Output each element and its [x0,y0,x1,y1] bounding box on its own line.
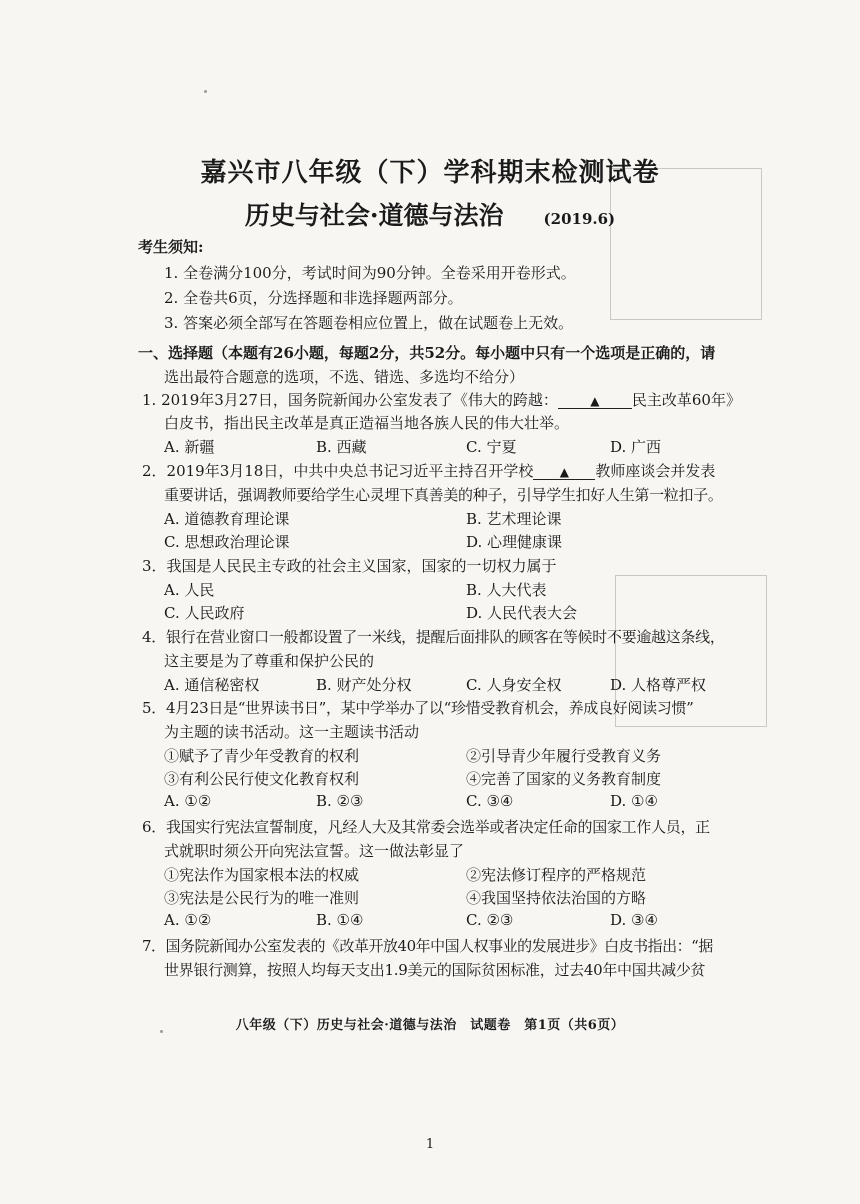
notice-item: 1. 全卷满分100分，考试时间为90分钟。全卷采用开卷形式。 [164,264,576,282]
q6-option-a: A. ①② [164,911,212,929]
triangle-icon: ▲ [590,394,600,408]
question-2-text: 2．2019年3月18日，中共中央总书记习近平主持召开学校 [142,462,534,480]
q4-option-b: B. 财产处分权 [316,676,412,694]
q6-option-b: B. ①④ [316,911,364,929]
question-1 [142,389,741,410]
q5-statement-3: ③有利公民行使文化教育权利 [164,770,360,788]
bleed-through-box [610,168,762,320]
q2-option-a: A. 道德教育理论课 [164,510,290,528]
q5-statement-1: ①赋予了青少年受教育的权利 [164,747,360,765]
q2-option-c: C. 思想政治理论课 [164,533,290,551]
question-5: 5．4月23日是“世界读书日”，某中学举办了以“珍惜受教育机会，养成良好阅读习惯” [142,699,694,717]
triangle-icon: ▲ [559,465,569,479]
q3-option-a: A. 人民 [164,581,215,599]
q1-option-a: A. 新疆 [164,438,215,456]
question-7: 7．国务院新闻办公室发表的《改革开放40年中国人权事业的发展进步》白皮书指出：“据 [142,937,713,955]
q5-option-b: B. ②③ [316,792,364,810]
q6-option-d: D. ③④ [610,911,658,929]
page-number: 1 [425,1137,435,1152]
scan-speck [204,90,207,93]
q5-option-c: C. ③④ [466,792,514,810]
q6-statement-4: ④我国坚持依法治国的方略 [466,889,647,907]
question-3: 3．我国是人民民主专政的社会主义国家，国家的一切权力属于 [142,557,557,575]
notice-item: 3. 答案必须全部写在答题卷相应位置上，做在试题卷上无效。 [164,314,574,332]
question-1-text: 1. 2019年3月27日，国务院新闻办公室发表了《伟大的跨越： [142,391,558,409]
q6-statement-1: ①宪法作为国家根本法的权威 [164,866,360,884]
q6-statement-3: ③宪法是公民行为的唯一准则 [164,889,360,907]
q3-option-b: B. 人大代表 [466,581,547,599]
answer-blank [533,465,595,480]
question-5-cont: 为主题的读书活动。这一主题读书活动 [164,723,420,741]
q5-option-a: A. ①② [164,792,212,810]
question-2-text-end: 教师座谈会并发表 [595,462,716,480]
question-4: 4．银行在营业窗口一般都设置了一米线，提醒后面排队的顾客在等候时不要逾越这条线， [142,628,725,646]
question-2 [142,460,715,481]
notice-item: 2. 全卷共6页，分选择题和非选择题两部分。 [164,289,463,307]
q3-option-d: D. 人民代表大会 [466,604,578,622]
q5-option-d: D. ①④ [610,792,658,810]
q6-option-c: C. ②③ [466,911,514,929]
q5-statement-4: ④完善了国家的义务教育制度 [466,770,662,788]
question-6: 6．我国实行宪法宣誓制度，凡经人大及其常委会选举或者决定任命的国家工作人员，正 [142,818,710,836]
exam-date: (2019.6) [543,210,616,228]
q6-statement-2: ②宪法修订程序的严格规范 [466,866,647,884]
q1-option-b: B. 西藏 [316,438,367,456]
exam-subtitle [0,196,860,232]
q1-option-c: C. 宁夏 [466,438,517,456]
q4-option-d: D. 人格尊严权 [610,676,707,694]
question-7-cont: 世界银行测算，按照人均每天支出1.9美元的国际贫困标准，过去40年中国共减少贫 [164,961,706,979]
q3-option-c: C. 人民政府 [164,604,245,622]
notice-heading: 考生须知: [138,238,204,256]
answer-blank [558,394,632,409]
q2-option-b: B. 艺术理论课 [466,510,562,528]
section-heading-cont: 选出最符合题意的选项，不选、错选、多选均不给分） [164,368,525,386]
question-1-text-end: 民主改革60年》 [631,391,741,409]
question-6-cont: 式就职时须公开向宪法宣誓。这一做法彰显了 [164,842,465,860]
exam-title: 嘉兴市八年级（下）学科期末检测试卷 [200,158,660,188]
subject-name: 历史与社会·道德与法治 [244,201,504,230]
q5-statement-2: ②引导青少年履行受教育义务 [466,747,662,765]
question-4-cont: 这主要是为了尊重和保护公民的 [164,652,375,670]
q4-option-a: A. 通信秘密权 [164,676,260,694]
q1-option-d: D. 广西 [610,438,662,456]
section-heading: 一、选择题（本题有26小题，每题2分，共52分。每小题中只有一个选项是正确的，请 [138,344,716,362]
q4-option-c: C. 人身安全权 [466,676,562,694]
q2-option-d: D. 心理健康课 [466,533,563,551]
question-1-cont: 白皮书，指出民主改革是真正造福当地各族人民的伟大壮举。 [164,414,570,432]
question-2-cont: 重要讲话，强调教师要给学生心灵埋下真善美的种子，引导学生扣好人生第一粒扣子。 [164,486,723,504]
page-footer: 八年级（下）历史与社会·道德与法治 试题卷 第1页（共6页） [235,1018,625,1033]
